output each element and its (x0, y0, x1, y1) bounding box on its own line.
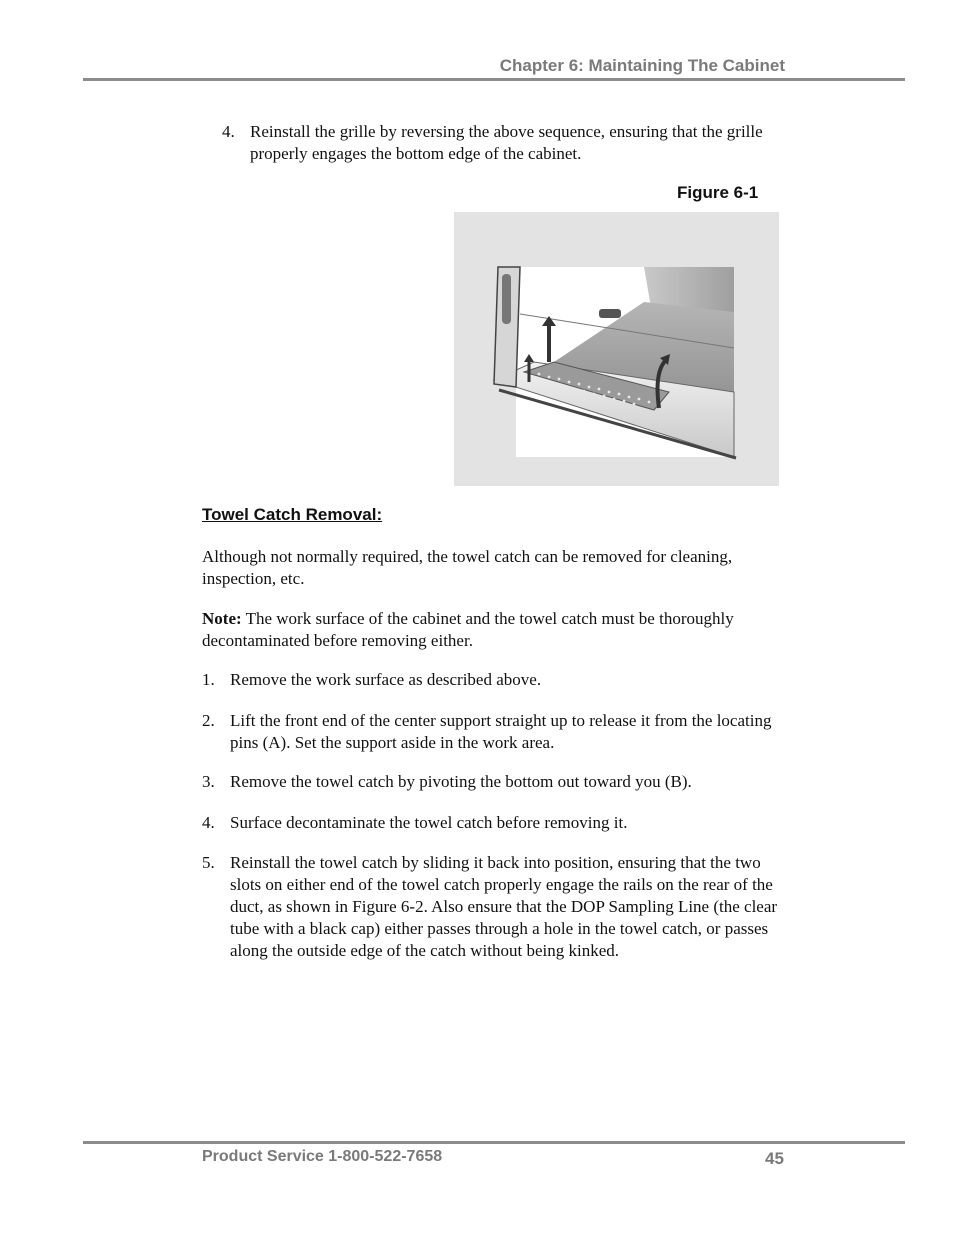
header-rule (83, 78, 905, 81)
list-item (202, 852, 787, 962)
step-number: 3. (202, 772, 215, 791)
step-text: Remove the towel catch by pivoting the bottom out toward you (B). (230, 772, 692, 791)
figure-label: Figure 6-1 (677, 183, 759, 202)
page-number: 45 (765, 1149, 784, 1168)
list-item (202, 771, 787, 793)
chapter-header: Chapter 6: Maintaining The Cabinet (499, 56, 785, 75)
note-text: The work surface of the cabinet and the towel catch must be thoroughly decontaminated before removing either. (202, 609, 734, 650)
cabinet-grille-illustration (454, 212, 779, 486)
list-item (202, 710, 787, 754)
section-title: Towel Catch Removal: (202, 505, 383, 524)
note-paragraph (202, 608, 802, 652)
intro-paragraph: Although not normally required, the towel catch can be removed for cleaning, inspection, etc. (202, 547, 733, 588)
footer-service-line: Product Service 1-800-522-7658 (202, 1148, 443, 1165)
step-text: Lift the front end of the center support straight up to release it from the locating pins (A). Set the support aside in the work area. (230, 711, 772, 752)
footer-rule (83, 1141, 905, 1144)
step-number: 1. (202, 670, 215, 689)
step-text: Surface decontaminate the towel catch before removing it. (230, 813, 628, 832)
grille-step (222, 121, 782, 165)
step-number: 4. (222, 122, 235, 141)
step-number: 4. (202, 813, 215, 832)
step-number: 5. (202, 853, 215, 872)
step-text: Reinstall the towel catch by sliding it back into position, ensuring that the two slots on either end of the towel catch properly engage the rails on the rear of the duct, as shown in Figure 6-2. Also ensure that the DOP Sampling Line (the clear tube with a black cap) either passes through a hole in the towel catch, or passes along the outside edge of the catch without being kinked. (230, 853, 778, 960)
list-item (202, 812, 787, 834)
step-text: Remove the work surface as described above. (230, 670, 542, 689)
figure-6-1-illustration (454, 212, 779, 486)
step-number: 2. (202, 711, 215, 730)
step-text: Reinstall the grille by reversing the above sequence, ensuring that the grille properly engages the bottom edge of the cabinet. (250, 122, 763, 163)
list-item (202, 669, 787, 691)
note-label: Note: (202, 609, 242, 628)
